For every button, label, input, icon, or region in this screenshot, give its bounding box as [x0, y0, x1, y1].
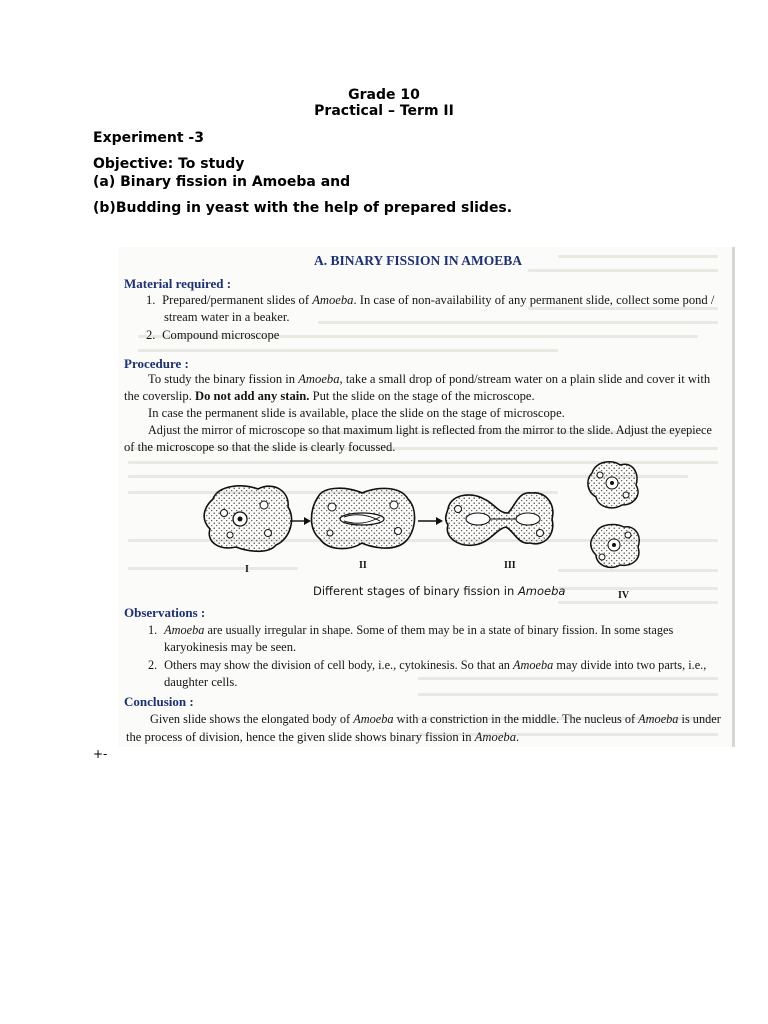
text-run: . In case of non-availability of any permanent slide, collect some pond / [353, 293, 715, 307]
objective-line: Objective: To study [93, 156, 245, 172]
text-run: Given slide shows the elongated body of [150, 712, 354, 726]
experiment-label: Experiment -3 [93, 130, 204, 146]
stage-2-cell [312, 488, 415, 548]
italic-term: Amoeba [517, 584, 566, 598]
objective-a: (a) Binary fission in Amoeba and [93, 174, 351, 190]
binary-fission-figure [118, 447, 735, 607]
italic-term: Amoeba [164, 623, 205, 637]
stage-3-cell [446, 493, 553, 545]
text-run: the coverslip. [124, 389, 195, 403]
italic-term: Amoeba [298, 372, 340, 386]
italic-term: Amoeba [474, 730, 517, 744]
material-item-1 [146, 292, 714, 309]
text-run: the process of division, hence the given slide shows binary fission in [126, 730, 475, 744]
text-run: . [516, 730, 520, 744]
list-number: 2. [148, 658, 158, 672]
text-run: Prepared/permanent slides of [162, 293, 313, 307]
text-run: Different stages of binary fission in [313, 584, 518, 598]
italic-term: Amoeba [638, 712, 679, 726]
stage-4-daughter-top [588, 462, 638, 508]
section-title: A. BINARY FISSION IN AMOEBA [314, 253, 522, 268]
observation-2-cont: daughter cells. [164, 675, 238, 689]
text-run: are usually irregular in shape. Some of them may be in a state of binary fission. In some stages [204, 623, 674, 637]
list-number: 1. [146, 293, 156, 307]
procedure-para-3: Adjust the mirror of microscope so that maximum light is reflected from the mirror to the slide. Adjust the eyepiece [148, 423, 712, 437]
observation-2 [148, 657, 706, 674]
stray-mark: +- [93, 747, 108, 761]
conclusion-line-2 [126, 729, 519, 746]
procedure-para-2: In case the permanent slide is available, place the slide on the stage of microscope. [148, 406, 565, 420]
stage-4-daughter-bottom [591, 525, 640, 568]
conclusion-heading: Conclusion : [124, 694, 194, 709]
objective-b: (b)Budding in yeast with the help of prepared slides. [93, 200, 513, 216]
bold-warning: Do not add any stain. [195, 389, 310, 403]
stage-label: I [245, 564, 249, 575]
conclusion-line-1 [150, 711, 721, 728]
text-run: may divide into two parts, i.e., [553, 658, 707, 672]
observations-heading: Observations : [124, 605, 206, 620]
procedure-para-1 [148, 371, 710, 388]
material-item-1-cont: stream water in a beaker. [164, 310, 290, 324]
list-number: 1. [148, 623, 158, 637]
italic-term: Amoeba [353, 712, 394, 726]
italic-term: Amoeba [513, 658, 554, 672]
text-run: Others may show the division of cell body, i.e., cytokinesis. So that an [164, 658, 514, 672]
text-run: Compound microscope [162, 328, 280, 342]
grade-heading: Grade 10 [348, 87, 420, 103]
material-heading: Material required : [124, 276, 232, 291]
text-run: is under [678, 712, 721, 726]
practical-heading: Practical – Term II [314, 103, 454, 119]
procedure-para-1-cont [124, 388, 535, 405]
scanned-textbook-page [118, 247, 735, 747]
observation-1 [148, 622, 673, 639]
procedure-heading: Procedure : [124, 356, 189, 371]
list-number: 2. [146, 328, 156, 342]
text-run: Put the slide on the stage of the microscope. [309, 389, 535, 403]
text-run: with a constriction in the middle. The nucleus of [393, 712, 639, 726]
text-run: , take a small drop of pond/stream water on a plain slide and cover it with [339, 372, 711, 386]
stage-label: II [359, 560, 367, 571]
stage-label: III [504, 560, 516, 571]
text-run: To study the binary fission in [148, 372, 299, 386]
italic-term: Amoeba [312, 293, 354, 307]
stage-label: IV [618, 590, 630, 601]
figure-caption [313, 584, 565, 598]
procedure-para-3-cont: of the microscope so that the slide is clearly focussed. [124, 440, 396, 454]
material-item-2 [146, 327, 279, 344]
stage-1-cell [204, 486, 291, 551]
observation-1-cont: karyokinesis may be seen. [164, 640, 297, 654]
